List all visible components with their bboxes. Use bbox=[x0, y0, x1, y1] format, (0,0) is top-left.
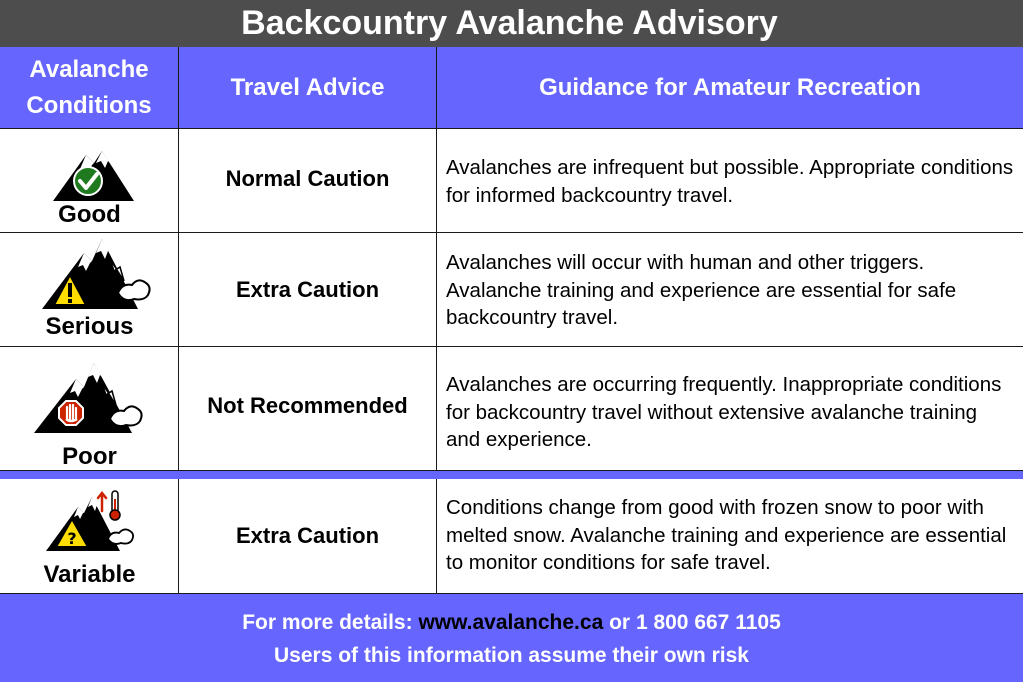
row-good-guidance: Avalanches are infrequent but possible. Appropriate conditions for informed backcountry travel. bbox=[437, 129, 1023, 233]
condition-label-good: Good bbox=[58, 201, 121, 228]
condition-label-poor: Poor bbox=[62, 443, 117, 470]
condition-label-serious: Serious bbox=[45, 313, 134, 340]
footer-details-middle: or bbox=[603, 611, 636, 634]
row-good-advice: Normal Caution bbox=[179, 129, 437, 233]
mountain-check-icon bbox=[50, 141, 138, 203]
row-variable-advice: Extra Caution bbox=[179, 479, 437, 594]
phone-number: 1 800 667 1105 bbox=[635, 611, 781, 634]
row-poor-condition bbox=[0, 347, 179, 471]
row-serious-guidance: Avalanches will occur with human and other triggers. Avalanche training and experience are essential for safe backcountry travel. bbox=[437, 233, 1023, 347]
svg-text:?: ? bbox=[67, 529, 77, 548]
mountain-stop-icon bbox=[32, 359, 148, 437]
row-serious-advice: Extra Caution bbox=[179, 233, 437, 347]
footer bbox=[0, 594, 1023, 682]
header-guidance: Guidance for Amateur Recreation bbox=[437, 47, 1023, 129]
footer-details-prefix: For more details: bbox=[242, 611, 419, 634]
page-title: Backcountry Avalanche Advisory bbox=[0, 0, 1023, 47]
condition-label-variable: Variable bbox=[43, 561, 136, 588]
header-travel-advice: Travel Advice bbox=[179, 47, 437, 129]
row-good-condition bbox=[0, 129, 179, 233]
row-variable-condition bbox=[0, 479, 179, 594]
row-serious-condition bbox=[0, 233, 179, 347]
mountain-warning-icon bbox=[38, 235, 154, 313]
header-conditions: Avalanche Conditions bbox=[0, 47, 179, 129]
section-divider bbox=[0, 471, 1023, 479]
mountain-question-thermometer-icon bbox=[42, 489, 142, 553]
row-variable-guidance: Conditions change from good with frozen snow to poor with melted snow. Avalanche training and experience are essential to monitor conditions for safe travel. bbox=[437, 479, 1023, 594]
footer-details-line bbox=[0, 609, 1023, 642]
footer-disclaimer: Users of this information assume their own risk bbox=[274, 644, 749, 667]
website-link[interactable]: www.avalanche.ca bbox=[418, 611, 604, 634]
row-poor-guidance: Avalanches are occurring frequently. Inappropriate conditions for backcountry travel without extensive avalanche training and experience. bbox=[437, 347, 1023, 471]
row-poor-advice: Not Recommended bbox=[179, 347, 437, 471]
